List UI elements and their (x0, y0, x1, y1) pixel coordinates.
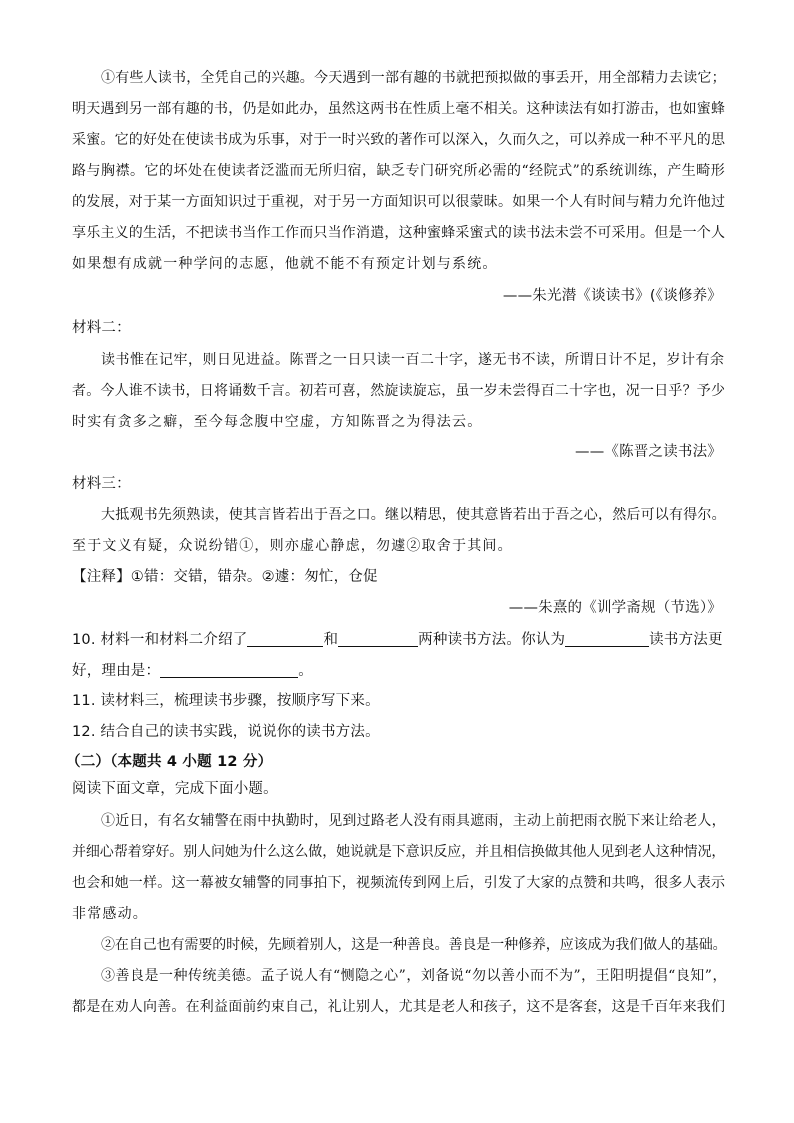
question-10-text-d: 读书方法更 (649, 632, 723, 648)
section2-line-7: 都是在劝人向善。在利益面前约束自己，礼让别人，尤其是老人和孩子，这不是客套，这是千百年来我们 (72, 999, 726, 1015)
section2-line-2: 并细心帮着穿好。别人问她为什么这么做，她说就是下意识反应，并且相信换做其他人见到老人这种情况， (72, 844, 726, 860)
answer-blank-method-2[interactable] (338, 630, 418, 647)
material1-line-7: 如果想有成就一种学问的志愿，他就不能不有预定计划与系统。 (72, 256, 498, 272)
material1-line-5: 的发展，对于某一方面知识过于重视，对于另一方面知识可以很蒙昧。如果一个人有时间与精力允许他过 (72, 194, 726, 210)
material2-line-2: 者。今人谁不读书，日将诵数千言。初若可喜，然旋读旋忘，虽一岁未尝得百二十字也，况一日乎？予少 (72, 383, 726, 399)
material3-line-1: 大抵观书先须熟读，使其言皆若出于吾之口。继以精思，使其意皆若出于吾之心，然后可以有得尔。 (101, 507, 726, 523)
material1-line-3: 采蜜。它的好处在使读书成为乐事，对于一时兴致的著作可以深入，久而久之，可以养成一种不平凡的思 (72, 132, 726, 148)
question-10-text-b: 和 (323, 632, 339, 648)
material1-source: ——朱光潜《谈读书》(《谈修养》 (502, 288, 722, 304)
section2-line-3: 也会和她一样。这一幕被女辅警的同事拍下，视频流传到网上后，引发了大家的点赞和共鸣，很多人表示 (72, 875, 726, 891)
answer-blank-method-1[interactable] (247, 630, 323, 647)
section2-line-4: 非常感动。 (72, 906, 148, 922)
section2-line-5: ②在自己也有需要的时候，先顾着别人，这是一种善良。善良是一种修养，应该成为我们做人的基础。 (101, 937, 727, 953)
material2-source: ——《陈晋之读书法》 (575, 444, 722, 460)
material2-line-1: 读书惟在记牢，则日见进益。陈晋之一日只读一百二十字，遂无书不读，所谓日计不足，岁计有余 (101, 352, 725, 368)
section-2-instruction: 阅读下面文章，完成下面小题。 (72, 781, 278, 797)
section2-line-6: ③善良是一种传统美德。孟子说人有“恻隐之心”，刘备说“勿以善小而不为”，王阳明提倡“良知”， (101, 968, 727, 984)
question-10-text-f: 。 (298, 663, 313, 679)
material3-line-2: 至于文义有疑，众说纷错①，则亦虚心静虑，勿遽②取舍于其间。 (72, 538, 513, 554)
question-10-text-e: 好，理由是： (72, 663, 161, 679)
answer-blank-reason[interactable] (160, 661, 298, 678)
question-10-line-1 (72, 630, 723, 650)
question-10-text-a: 10. 材料一和材料二介绍了 (72, 632, 248, 648)
section2-line-1: ①近日，有名女辅警在雨中执勤时，见到过路老人没有雨具遮雨，主动上前把雨衣脱下来让给老人， (101, 813, 726, 829)
material1-line-1: ①有些人读书，全凭自己的兴趣。今天遇到一部有趣的书就把预拟做的事丢开，用全部精力去读它； (101, 70, 726, 86)
question-11: 11. 读材料三，梳理读书步骤，按顺序写下来。 (72, 693, 380, 709)
material3-note: 【注释】①错：交错，错杂。②遽：匆忙，仓促 (72, 569, 378, 585)
answer-blank-preferred[interactable] (565, 630, 649, 647)
question-12: 12. 结合自己的读书实践，说说你的读书方法。 (72, 724, 380, 740)
material1-line-2: 明天遇到另一部有趣的书，仍是如此办，虽然这两书在性质上毫不相关。这种读法有如打游击，也如蜜蜂 (72, 101, 726, 117)
material1-line-4: 路与胸襟。它的坏处在使读者泛滥而无所归宿，缺乏专门研究所必需的“经院式”的系统训练，产生畸形 (72, 163, 726, 179)
question-10-text-c: 两种读书方法。你认为 (418, 632, 566, 648)
material3-source: ——朱熹的《训学斋规（节选）》 (508, 600, 722, 616)
question-10-line-2 (72, 661, 313, 681)
material1-line-6: 享乐主义的生活，不把读书当作工作而只当作消遣，这种蜜蜂采蜜式的读书法未尝不可采用。但是一个人 (72, 225, 726, 241)
material2-line-3: 时实有贪多之癖，至今每念腹中空虚，方知陈晋之为得法云。 (72, 414, 483, 430)
section-2-title: （二）（本题共 4 小题 12 分） (66, 754, 273, 770)
material3-heading: 材料三： (72, 476, 131, 492)
material2-heading: 材料二： (72, 320, 131, 336)
